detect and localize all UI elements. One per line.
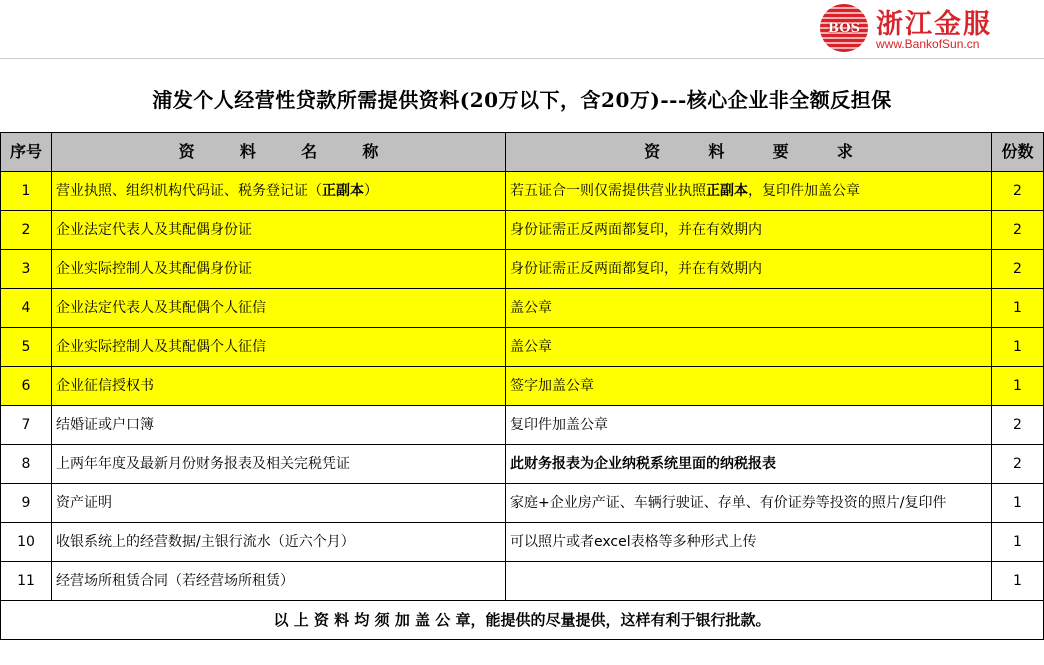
copies-count: 2 xyxy=(992,172,1044,211)
requirement-text: 家庭+企业房产证、车辆行驶证、存单、有价证券等投资的照片/复印件 xyxy=(510,495,947,511)
header-requirement xyxy=(506,133,992,172)
material-requirement xyxy=(506,484,992,523)
material-requirement xyxy=(506,289,992,328)
table-row xyxy=(1,445,1044,484)
material-requirement xyxy=(506,445,992,484)
brand-url: www.BankofSun.cn xyxy=(876,37,980,51)
material-name-tail: ） xyxy=(364,183,378,199)
table-row xyxy=(1,172,1044,211)
requirement-text: 可以照片或者excel表格等多种形式上传 xyxy=(510,534,757,550)
table-row xyxy=(1,523,1044,562)
copies-count: 1 xyxy=(992,523,1044,562)
material-name xyxy=(52,250,506,289)
table-header-row xyxy=(1,133,1044,172)
material-name-text: 结婚证或户口簿 xyxy=(56,417,154,433)
material-name xyxy=(52,445,506,484)
table-row xyxy=(1,367,1044,406)
material-name xyxy=(52,211,506,250)
header-name-char: 称 xyxy=(362,142,379,161)
requirement-text: 复印件加盖公章 xyxy=(510,417,608,433)
row-number: 5 xyxy=(1,328,52,367)
requirement-bold: 此财务报表为企业纳税系统里面的纳税报表 xyxy=(510,456,776,472)
header-req-char: 要 xyxy=(772,142,789,161)
material-name xyxy=(52,172,506,211)
table-row xyxy=(1,484,1044,523)
material-name xyxy=(52,289,506,328)
material-name-text: 企业法定代表人及其配偶身份证 xyxy=(56,222,252,238)
brand-name: 浙江金服 xyxy=(876,9,992,40)
copies-count: 1 xyxy=(992,289,1044,328)
row-number: 11 xyxy=(1,562,52,601)
logo-mark-text: BOS xyxy=(828,20,860,36)
table-row xyxy=(1,211,1044,250)
materials-table xyxy=(0,132,1044,640)
copies-count: 1 xyxy=(992,562,1044,601)
material-requirement xyxy=(506,367,992,406)
material-name-bold: 正副本 xyxy=(322,183,364,199)
brand-logo xyxy=(818,2,1038,54)
requirement-text: 盖公章 xyxy=(510,300,552,316)
material-requirement xyxy=(506,172,992,211)
row-number: 9 xyxy=(1,484,52,523)
footer-note: 以 上 资 料 均 须 加 盖 公 章，能提供的尽量提供，这样有利于银行批款。 xyxy=(1,601,1044,640)
material-name-text: 经营场所租赁合同（若经营场所租赁） xyxy=(56,573,294,589)
material-name-text: 企业实际控制人及其配偶身份证 xyxy=(56,261,252,277)
requirement-tail: ，复印件加盖公章 xyxy=(748,183,860,199)
header-name xyxy=(52,133,506,172)
material-name-text: 收银系统上的经营数据/主银行流水（近六个月） xyxy=(56,534,355,550)
material-name-text: 企业实际控制人及其配偶个人征信 xyxy=(56,339,266,355)
table-row xyxy=(1,289,1044,328)
row-number: 8 xyxy=(1,445,52,484)
copies-count: 2 xyxy=(992,250,1044,289)
row-number: 1 xyxy=(1,172,52,211)
material-name-text: 企业征信授权书 xyxy=(56,378,154,394)
table-row xyxy=(1,562,1044,601)
material-name xyxy=(52,523,506,562)
table-footer-row xyxy=(1,601,1044,640)
header-divider xyxy=(0,58,1044,59)
row-number: 4 xyxy=(1,289,52,328)
header-name-char: 名 xyxy=(301,142,318,161)
requirement-text: 签字加盖公章 xyxy=(510,378,594,394)
material-requirement xyxy=(506,250,992,289)
material-requirement xyxy=(506,211,992,250)
sheet-title: 浦发个人经营性贷款所需提供资料(20万以下，含20万)---核心企业非全额反担保 xyxy=(152,88,892,112)
copies-count: 2 xyxy=(992,211,1044,250)
bos-logo-icon xyxy=(820,4,868,52)
row-number: 10 xyxy=(1,523,52,562)
material-name xyxy=(52,484,506,523)
material-requirement xyxy=(506,328,992,367)
requirement-text: 身份证需正反两面都复印，并在有效期内 xyxy=(510,261,762,277)
header-num: 序号 xyxy=(1,133,52,172)
material-name-text: 上两年年度及最新月份财务报表及相关完税凭证 xyxy=(56,456,350,472)
header-req-char: 料 xyxy=(708,142,725,161)
material-requirement xyxy=(506,523,992,562)
material-name xyxy=(52,328,506,367)
copies-count: 2 xyxy=(992,445,1044,484)
header-name-char: 料 xyxy=(239,142,256,161)
header-name-char: 资 xyxy=(178,142,195,161)
header-req-char: 资 xyxy=(644,142,661,161)
material-name xyxy=(52,562,506,601)
requirement-text: 盖公章 xyxy=(510,339,552,355)
row-number: 6 xyxy=(1,367,52,406)
material-requirement xyxy=(506,406,992,445)
row-number: 7 xyxy=(1,406,52,445)
header-copies: 份数 xyxy=(992,133,1044,172)
requirement-bold: 正副本 xyxy=(706,183,748,199)
table-row xyxy=(1,250,1044,289)
material-name-text: 营业执照、组织机构代码证、税务登记证（ xyxy=(56,183,322,199)
copies-count: 2 xyxy=(992,406,1044,445)
copies-count: 1 xyxy=(992,328,1044,367)
material-requirement xyxy=(506,562,992,601)
requirement-text: 若五证合一则仅需提供营业执照 xyxy=(510,183,706,199)
material-name-text: 资产证明 xyxy=(56,495,112,511)
row-number: 3 xyxy=(1,250,52,289)
material-name xyxy=(52,367,506,406)
material-name xyxy=(52,406,506,445)
header-req-char: 求 xyxy=(836,142,853,161)
table-row xyxy=(1,328,1044,367)
copies-count: 1 xyxy=(992,367,1044,406)
row-number: 2 xyxy=(1,211,52,250)
requirement-text: 身份证需正反两面都复印，并在有效期内 xyxy=(510,222,762,238)
copies-count: 1 xyxy=(992,484,1044,523)
material-name-text: 企业法定代表人及其配偶个人征信 xyxy=(56,300,266,316)
table-row xyxy=(1,406,1044,445)
